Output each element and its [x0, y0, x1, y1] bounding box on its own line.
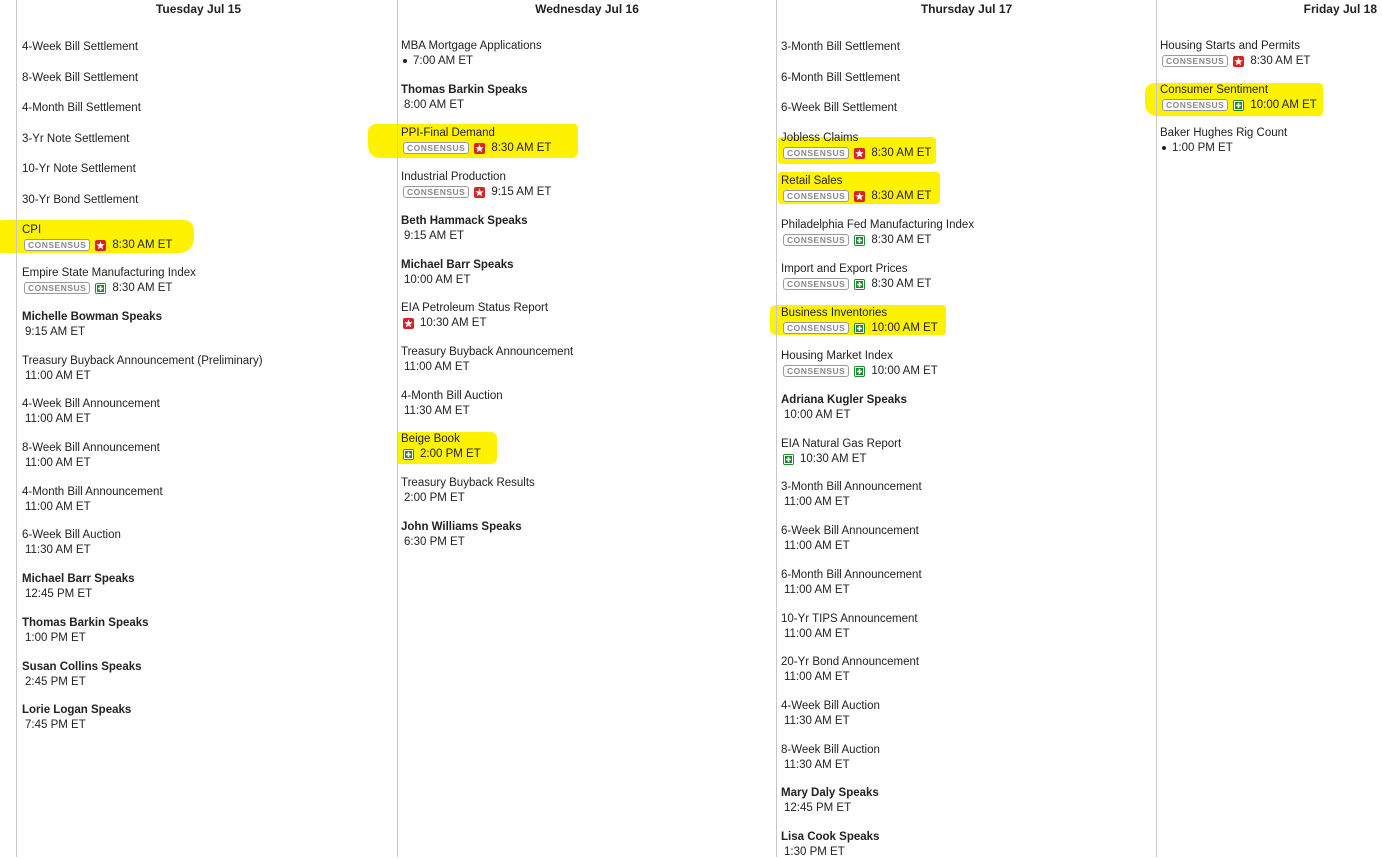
calendar-event[interactable] — [1160, 83, 1375, 112]
event-details — [781, 495, 1161, 509]
medium-importance-plus-icon — [854, 279, 865, 290]
event-title[interactable]: Michelle Bowman Speaks — [22, 311, 162, 323]
event-title[interactable]: Philadelphia Fed Manufacturing Index — [781, 219, 975, 231]
high-importance-star-icon — [854, 191, 865, 202]
calendar-event[interactable] — [401, 476, 781, 505]
calendar-event[interactable] — [781, 349, 1161, 378]
calendar-event[interactable] — [781, 437, 1161, 466]
medium-importance-plus-icon — [854, 366, 865, 377]
medium-importance-plus-icon — [403, 449, 414, 460]
day-column-thursday — [776, 0, 1156, 857]
consensus-badge[interactable]: CONSENSUS — [1162, 55, 1228, 67]
calendar-event[interactable] — [401, 520, 781, 549]
event-title[interactable]: MBA Mortgage Applications — [401, 40, 542, 52]
event-title[interactable]: Treasury Buyback Announcement — [401, 346, 574, 358]
event-title[interactable]: 6-Month Bill Settlement — [781, 72, 900, 84]
calendar-event[interactable] — [401, 432, 781, 461]
event-title[interactable]: Housing Market Index — [781, 350, 893, 362]
calendar-event[interactable] — [401, 214, 781, 243]
consensus-badge[interactable]: CONSENSUS — [403, 186, 469, 198]
event-title[interactable]: 30-Yr Bond Settlement — [22, 194, 139, 206]
event-time: 11:30 AM ET — [784, 759, 850, 771]
calendar-event[interactable] — [781, 612, 1161, 641]
event-time: 11:00 AM ET — [25, 501, 91, 513]
high-importance-star-icon — [403, 318, 414, 329]
event-title[interactable]: Adriana Kugler Speaks — [781, 394, 907, 406]
event-title[interactable]: Beige Book — [401, 433, 460, 445]
event-time: 1:00 PM ET — [25, 632, 86, 644]
calendar-event[interactable] — [22, 703, 402, 732]
event-time: 8:30 AM ET — [871, 234, 932, 246]
event-details — [401, 54, 781, 68]
event-time: 9:15 AM ET — [491, 186, 552, 198]
calendar-event[interactable] — [401, 39, 781, 68]
calendar-event[interactable] — [22, 101, 402, 115]
event-details — [22, 543, 402, 557]
event-title[interactable]: Beth Hammack Speaks — [401, 215, 528, 227]
event-title[interactable]: 4-Month Bill Announcement — [22, 486, 163, 498]
event-time: 11:30 AM ET — [404, 405, 470, 417]
event-details — [401, 360, 781, 374]
consensus-badge[interactable]: CONSENSUS — [783, 322, 849, 334]
calendar-event[interactable] — [22, 193, 402, 207]
event-time: 8:30 AM ET — [112, 239, 173, 251]
calendar-event[interactable] — [401, 83, 781, 112]
event-time: 11:00 AM ET — [784, 496, 850, 508]
event-details — [22, 281, 402, 295]
event-time: 9:15 AM ET — [404, 230, 465, 242]
calendar-event[interactable] — [22, 397, 402, 426]
event-title[interactable]: 3-Month Bill Settlement — [781, 41, 900, 53]
high-importance-star-icon — [474, 187, 485, 198]
calendar-event[interactable] — [781, 71, 1161, 85]
event-time: 9:15 AM ET — [25, 326, 86, 338]
event-title[interactable]: 20-Yr Bond Announcement — [781, 656, 920, 668]
event-time: 10:00 AM ET — [404, 274, 471, 286]
event-title[interactable]: 3-Month Bill Announcement — [781, 481, 922, 493]
event-time: 6:30 PM ET — [404, 536, 465, 548]
event-time: 8:30 AM ET — [871, 190, 932, 202]
event-title[interactable]: Thomas Barkin Speaks — [401, 84, 528, 96]
consensus-badge[interactable]: CONSENSUS — [403, 142, 469, 154]
calendar-event[interactable] — [781, 786, 1161, 815]
event-title[interactable]: Import and Export Prices — [781, 263, 908, 275]
event-details — [22, 456, 402, 470]
event-title[interactable]: Business Inventories — [781, 307, 888, 319]
bullet-dot-icon — [1162, 146, 1166, 150]
event-title[interactable]: John Williams Speaks — [401, 521, 522, 533]
event-time: 1:00 PM ET — [1172, 142, 1233, 154]
event-details — [401, 141, 781, 155]
event-title[interactable]: 6-Week Bill Announcement — [781, 525, 919, 537]
event-title[interactable]: Lorie Logan Speaks — [22, 704, 132, 716]
event-title[interactable]: 8-Week Bill Settlement — [22, 72, 139, 84]
consensus-badge[interactable]: CONSENSUS — [1162, 99, 1228, 111]
calendar-event[interactable] — [22, 40, 402, 54]
event-details — [22, 369, 402, 383]
event-time: 10:00 AM ET — [1250, 99, 1317, 111]
event-details — [781, 321, 1161, 335]
event-details — [781, 452, 1161, 466]
event-title[interactable]: Thomas Barkin Speaks — [22, 617, 149, 629]
calendar-event[interactable] — [22, 441, 402, 470]
medium-importance-plus-icon — [95, 283, 106, 294]
calendar-event[interactable] — [781, 393, 1161, 422]
calendar-event[interactable] — [22, 162, 402, 176]
calendar-event[interactable] — [401, 258, 781, 287]
event-title[interactable]: 8-Week Bill Auction — [781, 744, 880, 756]
event-time: 11:00 AM ET — [25, 457, 91, 469]
event-time: 10:00 AM ET — [871, 322, 938, 334]
calendar-event[interactable] — [22, 310, 402, 339]
high-importance-star-icon — [95, 240, 106, 251]
calendar-event[interactable] — [22, 660, 402, 689]
calendar-event[interactable] — [22, 485, 402, 514]
calendar-event[interactable] — [22, 266, 402, 295]
event-details — [781, 146, 1161, 160]
calendar-event[interactable] — [22, 572, 402, 601]
event-details — [401, 229, 781, 243]
calendar-event[interactable] — [781, 262, 1161, 291]
event-time: 10:00 AM ET — [871, 365, 938, 377]
event-time: 1:30 PM ET — [784, 846, 845, 858]
event-time: 11:00 AM ET — [404, 361, 470, 373]
event-title[interactable]: Michael Barr Speaks — [22, 573, 135, 585]
medium-importance-plus-icon — [1233, 100, 1244, 111]
high-importance-star-icon — [474, 143, 485, 154]
event-title[interactable]: 4-Week Bill Auction — [781, 700, 880, 712]
column-separator — [16, 0, 17, 857]
event-details — [781, 758, 1161, 772]
event-details — [22, 631, 402, 645]
event-title[interactable]: 8-Week Bill Announcement — [22, 442, 160, 454]
event-title[interactable]: EIA Petroleum Status Report — [401, 302, 549, 314]
calendar-event[interactable] — [22, 132, 402, 146]
day-header: Thursday Jul 17 — [920, 2, 1013, 16]
event-title[interactable]: Michael Barr Speaks — [401, 259, 514, 271]
event-details — [22, 325, 402, 339]
event-title[interactable]: Empire State Manufacturing Index — [22, 267, 196, 279]
event-details — [401, 535, 781, 549]
event-time: 11:00 AM ET — [25, 413, 91, 425]
consensus-badge[interactable]: CONSENSUS — [783, 365, 849, 377]
event-details — [22, 238, 402, 252]
event-details — [1160, 141, 1375, 155]
event-details — [401, 273, 781, 287]
calendar-event[interactable] — [401, 345, 781, 374]
calendar-event[interactable] — [781, 699, 1161, 728]
event-title[interactable]: 4-Week Bill Settlement — [22, 41, 139, 53]
calendar-event[interactable] — [1160, 39, 1375, 68]
calendar-event[interactable] — [781, 306, 1161, 335]
event-details — [781, 189, 1161, 203]
event-title[interactable]: Mary Daly Speaks — [781, 787, 879, 799]
event-time: 12:45 PM ET — [784, 802, 852, 814]
event-time: 10:30 AM ET — [800, 453, 867, 465]
event-time: 8:00 AM ET — [404, 99, 465, 111]
event-time: 7:00 AM ET — [413, 55, 474, 67]
high-importance-star-icon — [1233, 56, 1244, 67]
event-title[interactable]: Consumer Sentiment — [1160, 84, 1269, 96]
event-details — [22, 412, 402, 426]
medium-importance-plus-icon — [854, 323, 865, 334]
calendar-event[interactable] — [22, 354, 402, 383]
event-time: 8:30 AM ET — [871, 278, 932, 290]
event-time: 11:00 AM ET — [784, 628, 850, 640]
event-time: 2:00 PM ET — [420, 448, 481, 460]
event-title[interactable]: Susan Collins Speaks — [22, 661, 142, 673]
event-time: 8:30 AM ET — [1250, 55, 1311, 67]
calendar-event[interactable] — [781, 524, 1161, 553]
event-title[interactable]: 4-Week Bill Announcement — [22, 398, 160, 410]
event-title[interactable]: 3-Yr Note Settlement — [22, 133, 130, 145]
event-details — [781, 364, 1161, 378]
event-time: 2:45 PM ET — [25, 676, 86, 688]
event-details — [22, 500, 402, 514]
event-title[interactable]: PPI-Final Demand — [401, 127, 495, 139]
calendar-event[interactable] — [781, 830, 1161, 859]
calendar-event[interactable] — [22, 528, 402, 557]
consensus-badge[interactable]: CONSENSUS — [783, 234, 849, 246]
bullet-dot-icon — [403, 59, 407, 63]
event-time: 11:30 AM ET — [784, 715, 850, 727]
event-details — [22, 718, 402, 732]
event-time: 8:30 AM ET — [112, 282, 173, 294]
calendar-event[interactable] — [1160, 126, 1375, 155]
event-details — [401, 185, 781, 199]
event-time: 11:00 AM ET — [25, 370, 91, 382]
event-time: 7:45 PM ET — [25, 719, 86, 731]
event-time: 10:00 AM ET — [784, 409, 851, 421]
medium-importance-plus-icon — [783, 454, 794, 465]
event-details — [401, 404, 781, 418]
calendar-event[interactable] — [781, 218, 1161, 247]
event-details — [401, 447, 781, 461]
calendar-event[interactable] — [781, 743, 1161, 772]
event-title[interactable]: Retail Sales — [781, 175, 843, 187]
event-time: 12:45 PM ET — [25, 588, 93, 600]
event-title[interactable]: 6-Week Bill Settlement — [781, 102, 898, 114]
event-details — [781, 627, 1161, 641]
event-title[interactable]: Treasury Buyback Announcement (Preliminary) — [22, 355, 263, 367]
event-title[interactable]: 10-Yr Note Settlement — [22, 163, 136, 175]
consensus-badge[interactable]: CONSENSUS — [24, 239, 90, 251]
event-title[interactable]: Housing Starts and Permits — [1160, 40, 1300, 52]
consensus-badge[interactable]: CONSENSUS — [783, 190, 849, 202]
event-title[interactable]: Jobless Claims — [781, 132, 859, 144]
event-time: 11:00 AM ET — [784, 671, 850, 683]
event-details — [781, 539, 1161, 553]
event-title[interactable]: 10-Yr TIPS Announcement — [781, 613, 918, 625]
event-title[interactable]: Baker Hughes Rig Count — [1160, 127, 1288, 139]
event-details — [781, 801, 1161, 815]
event-details — [401, 98, 781, 112]
event-title[interactable]: Industrial Production — [401, 171, 506, 183]
event-details — [781, 714, 1161, 728]
event-time: 11:30 AM ET — [25, 544, 91, 556]
medium-importance-plus-icon — [854, 235, 865, 246]
event-title[interactable]: 6-Month Bill Announcement — [781, 569, 922, 581]
event-title[interactable]: EIA Natural Gas Report — [781, 438, 902, 450]
event-details — [781, 408, 1161, 422]
calendar-event[interactable] — [781, 174, 1161, 203]
event-details — [1160, 54, 1375, 68]
calendar-event[interactable] — [22, 223, 402, 252]
event-details — [401, 491, 781, 505]
event-details — [781, 670, 1161, 684]
event-time: 10:30 AM ET — [420, 317, 487, 329]
event-details — [781, 583, 1161, 597]
calendar-event[interactable] — [401, 301, 781, 330]
high-importance-star-icon — [854, 148, 865, 159]
event-time: 8:30 AM ET — [491, 142, 552, 154]
event-time: 11:00 AM ET — [784, 584, 850, 596]
calendar-event[interactable] — [781, 40, 1161, 54]
consensus-badge[interactable]: CONSENSUS — [783, 278, 849, 290]
calendar-event[interactable] — [781, 101, 1161, 115]
day-header: Wednesday Jul 16 — [535, 2, 639, 16]
event-details — [1160, 98, 1375, 112]
event-title[interactable]: CPI — [22, 224, 42, 236]
calendar-event[interactable] — [401, 126, 781, 155]
event-time: 2:00 PM ET — [404, 492, 465, 504]
calendar-event[interactable] — [781, 655, 1161, 684]
event-details — [22, 587, 402, 601]
calendar-event[interactable] — [781, 131, 1161, 160]
event-title[interactable]: 6-Week Bill Auction — [22, 529, 121, 541]
event-title[interactable]: Lisa Cook Speaks — [781, 831, 880, 843]
day-header: Tuesday Jul 15 — [155, 2, 242, 16]
event-details — [401, 316, 781, 330]
calendar-event[interactable] — [781, 568, 1161, 597]
event-details — [781, 277, 1161, 291]
consensus-badge[interactable]: CONSENSUS — [24, 282, 90, 294]
event-details — [781, 233, 1161, 247]
calendar-event[interactable] — [22, 71, 402, 85]
event-time: 8:30 AM ET — [871, 147, 932, 159]
calendar-event[interactable] — [22, 616, 402, 645]
consensus-badge[interactable]: CONSENSUS — [783, 147, 849, 159]
calendar-event[interactable] — [781, 480, 1161, 509]
calendar-event[interactable] — [401, 389, 781, 418]
event-time: 11:00 AM ET — [784, 540, 850, 552]
day-header: Friday Jul 18 — [1303, 2, 1377, 16]
event-title[interactable]: 4-Month Bill Settlement — [22, 102, 141, 114]
event-details — [22, 675, 402, 689]
calendar-event[interactable] — [401, 170, 781, 199]
event-title[interactable]: 4-Month Bill Auction — [401, 390, 503, 402]
event-title[interactable]: Treasury Buyback Results — [401, 477, 535, 489]
